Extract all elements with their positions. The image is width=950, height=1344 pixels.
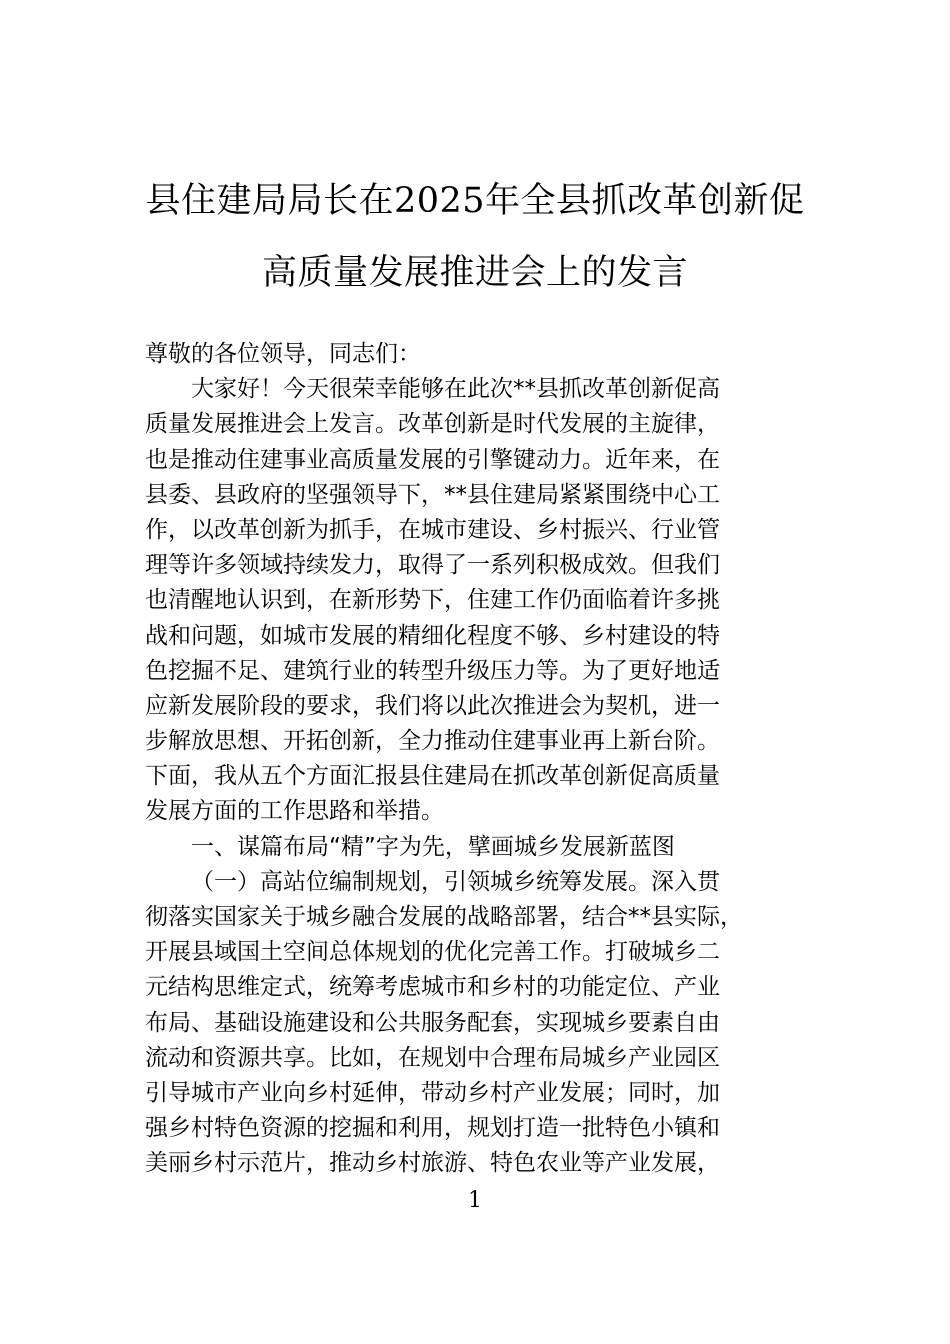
paragraph-line: 下面，我从五个方面汇报县住建局在抓改革创新促高质量 [145, 763, 720, 790]
paragraph-line: 引导城市产业向乡村延伸，带动乡村产业发展；同时，加 [145, 1079, 720, 1106]
paragraph-line: 也清醒地认识到，在新形势下，住建工作仍面临着许多挑 [145, 587, 720, 614]
document-title-line-2: 高质量发展推进会上的发言 [261, 253, 688, 293]
document-body [145, 337, 810, 1182]
paragraph-line: 应新发展阶段的要求，我们将以此次推进会为契机，进一 [145, 692, 720, 719]
paragraph-line: （一）高站位编制规划，引领城乡统筹发展。深入贯 [191, 868, 720, 895]
paragraph-line: 开展县域国土空间总体规划的优化完善工作。打破城乡二 [145, 939, 720, 966]
paragraph-line: 作，以改革创新为抓手，在城市建设、乡村振兴、行业管 [145, 516, 720, 543]
paragraph-line: 流动和资源共享。比如，在规划中合理布局城乡产业园区 [145, 1044, 720, 1071]
paragraph-line: 发展方面的工作思路和举措。 [145, 798, 444, 825]
paragraph-line: 布局、基础设施建设和公共服务配套，实现城乡要素自由 [145, 1009, 720, 1036]
paragraph-line: 色挖掘不足、建筑行业的转型升级压力等。为了更好地适 [145, 657, 720, 684]
paragraph-line: 质量发展推进会上发言。改革创新是时代发展的主旋律， [145, 411, 720, 438]
paragraph-line: 也是推动住建事业高质量发展的引擎键动力。近年来，在 [145, 446, 720, 473]
paragraph-line: 元结构思维定式，统筹考虑城市和乡村的功能定位、产业 [145, 974, 720, 1001]
paragraph-line: 美丽乡村示范片，推动乡村旅游、特色农业等产业发展， [145, 1150, 720, 1177]
section-heading: 一、谋篇布局“精”字为先，擘画城乡发展新蓝图 [191, 833, 675, 860]
paragraph-line: 县委、县政府的坚强领导下，**县住建局紧紧围绕中心工 [145, 481, 720, 508]
paragraph-line: 战和问题，如城市发展的精细化程度不够、乡村建设的特 [145, 622, 720, 649]
document-title-line-1: 县住建局局长在2025年全县抓改革创新促 [145, 181, 805, 221]
paragraph-line: 彻落实国家关于城乡融合发展的战略部署，结合**县实际， [145, 904, 743, 930]
salutation: 尊敬的各位领导，同志们： [145, 341, 421, 367]
paragraph-line: 理等许多领域持续发力，取得了一系列积极成效。但我们 [145, 552, 720, 579]
paragraph-line: 强乡村特色资源的挖掘和利用，规划打造一批特色小镇和 [145, 1115, 720, 1142]
page-number: 1 [468, 1188, 482, 1213]
paragraph-line: 大家好！今天很荣幸能够在此次**县抓改革创新促高 [191, 376, 720, 403]
paragraph-line: 步解放思想、开拓创新，全力推动住建事业再上新台阶。 [145, 728, 720, 755]
